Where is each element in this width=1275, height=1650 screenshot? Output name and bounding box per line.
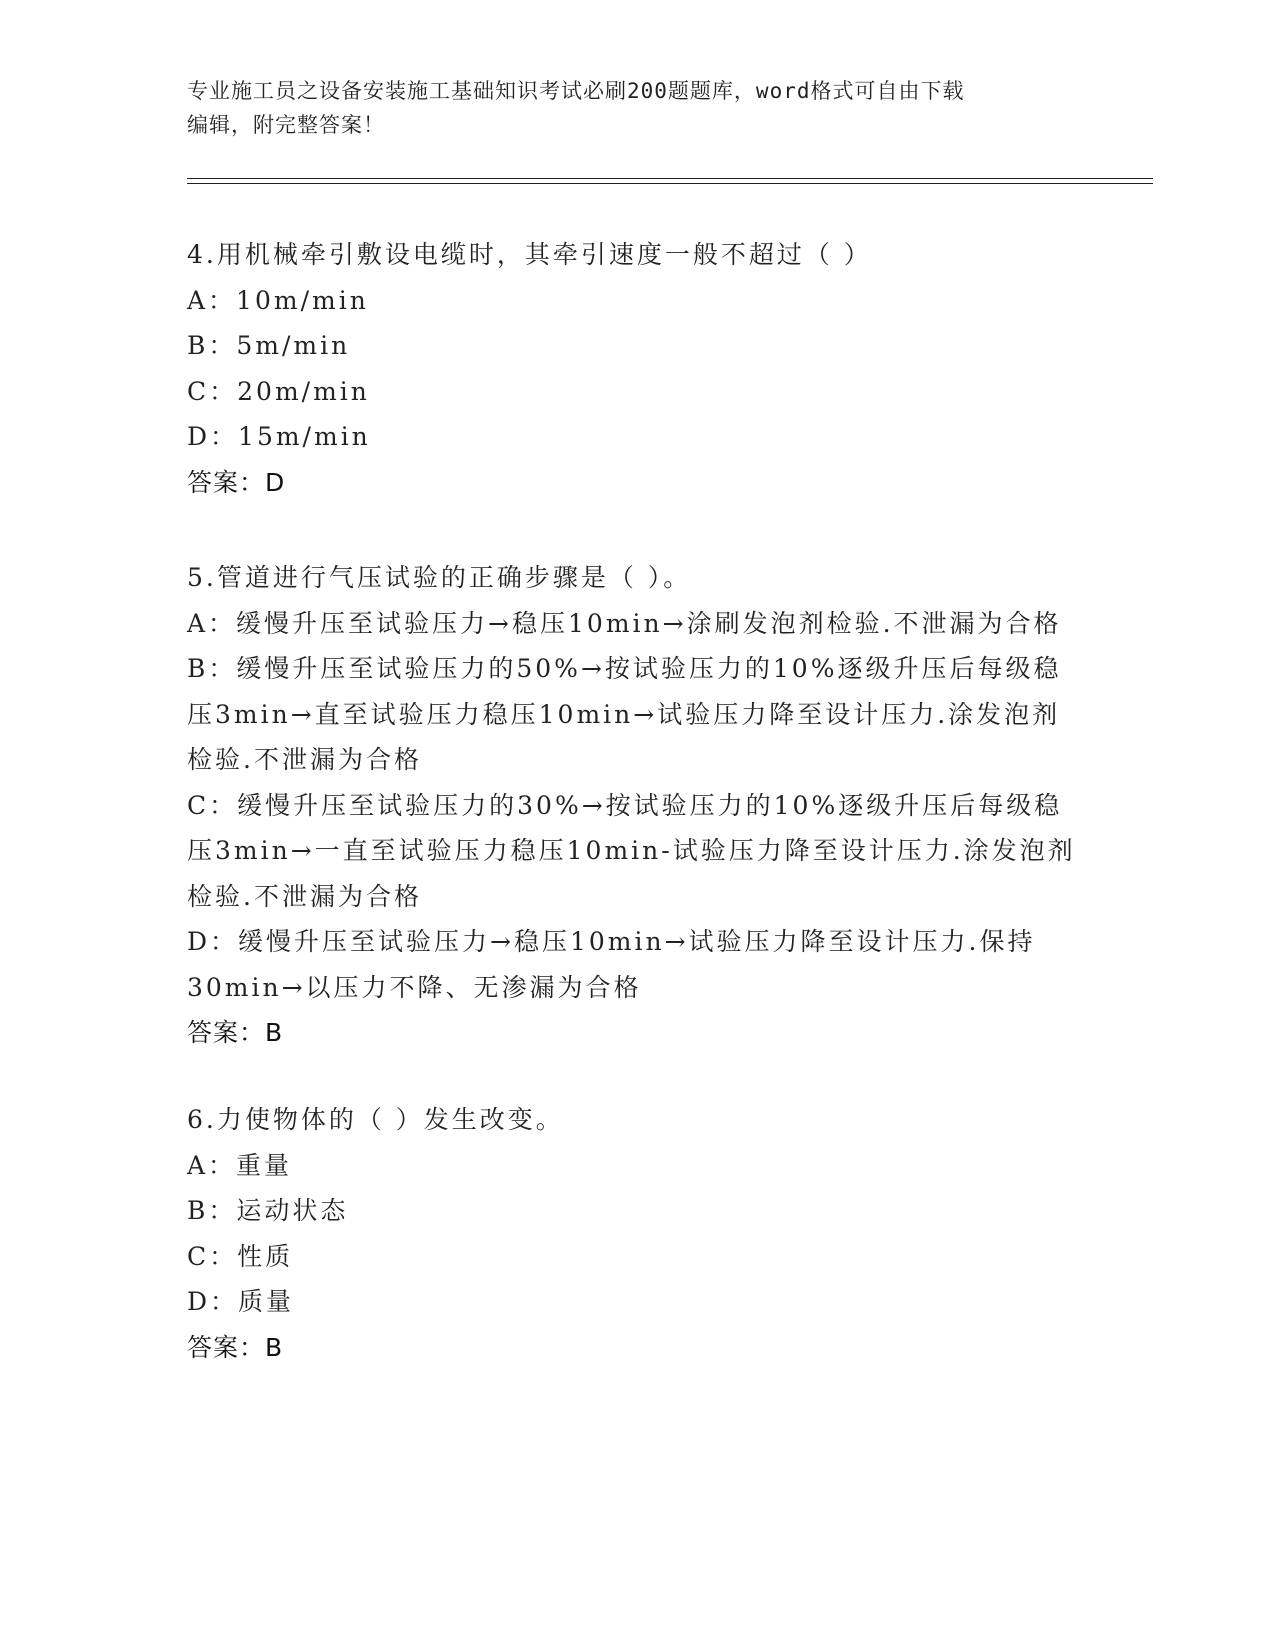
question-5 (187, 555, 1087, 1056)
question-4 (187, 232, 1087, 505)
option-a: A：重量 (187, 1150, 293, 1180)
question-stem: 5.管道进行气压试验的正确步骤是（ ）。 (187, 563, 692, 592)
answer-text: 答案：B (187, 1018, 284, 1047)
header-title-line-1: 专业施工员之设备安装施工基础知识考试必刷200题题库，word格式可自由下载 (187, 79, 965, 103)
option-b: B：5m/min (187, 331, 351, 360)
option-a: A：缓慢升压至试验压力→稳压10min→涂刷发泡剂检验.不泄漏为合格 (187, 608, 1062, 638)
answer-text: 答案：B (187, 1332, 284, 1362)
option-b: B：运动状态 (187, 1196, 349, 1225)
question-stem: 4.用机械牵引敷设电缆时，其牵引速度一般不超过（ ） (187, 240, 872, 269)
document-header (187, 74, 1087, 142)
answer-text: 答案：D (187, 467, 286, 497)
option-c: C：20m/min (187, 376, 370, 406)
option-d: D：质量 (187, 1287, 295, 1316)
header-divider-bottom (187, 183, 1153, 184)
question-stem: 6.力使物体的（ ）发生改变。 (187, 1105, 564, 1134)
option-d: D：缓慢升压至试验压力→稳压10min→试验压力降至设计压力.保持30min→以压力不降、无渗漏为合格 (187, 927, 1036, 1002)
option-b: B：缓慢升压至试验压力的50%→按试验压力的10%逐级升压后每级稳压3min→直至试验压力稳压10min→试验压力降至设计压力.涂发泡剂检验.不泄漏为合格 (187, 654, 1062, 774)
option-d: D：15m/min (187, 422, 371, 451)
option-c: C：性质 (187, 1241, 294, 1271)
option-a: A：10m/min (187, 285, 369, 315)
question-6 (187, 1097, 1087, 1370)
header-divider-top (187, 178, 1153, 179)
option-c: C：缓慢升压至试验压力的30%→按试验压力的10%逐级升压后每级稳压3min→一直至试验压力稳压10min-试验压力降至设计压力.涂发泡剂检验.不泄漏为合格 (187, 790, 1076, 911)
header-title-line-2: 编辑，附完整答案！ (187, 113, 385, 137)
